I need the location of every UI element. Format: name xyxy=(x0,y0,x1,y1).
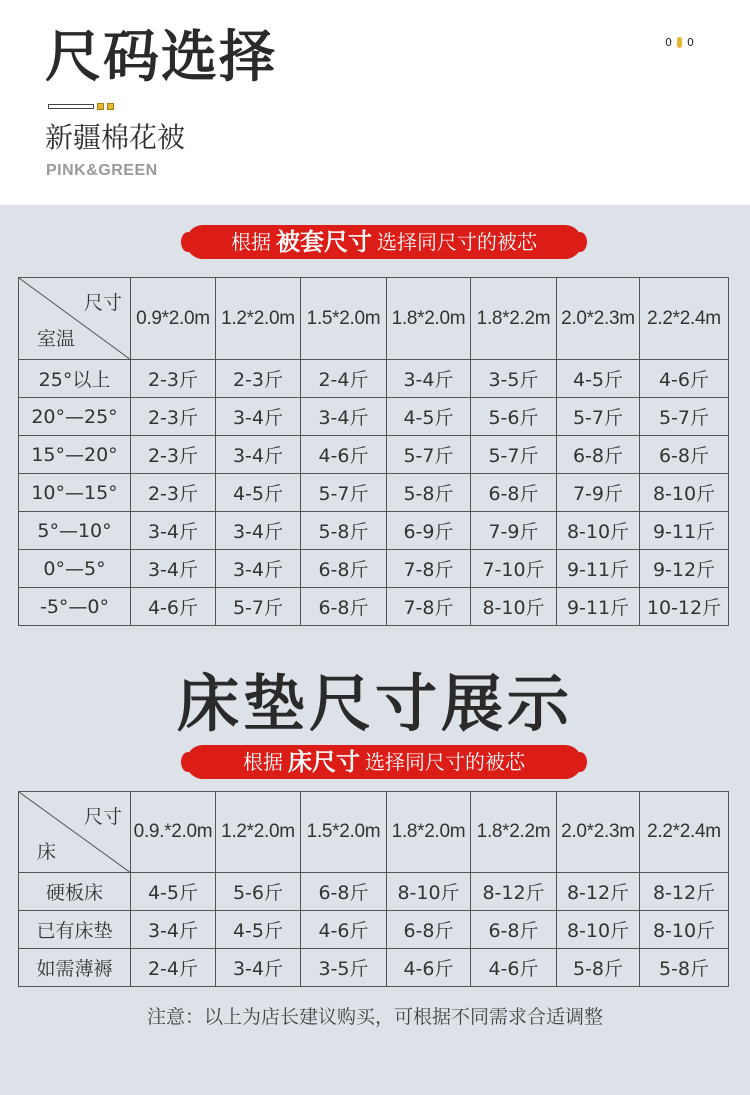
weight-cell: 6-8斤 xyxy=(471,911,557,949)
weight-cell: 2-3斤 xyxy=(131,398,216,436)
row-label: 25°以上 xyxy=(19,360,131,398)
weight-cell: 5-8斤 xyxy=(301,512,387,550)
carousel-indicator xyxy=(665,36,694,49)
table-row xyxy=(19,474,729,512)
weight-cell: 8-12斤 xyxy=(640,873,729,911)
weight-cell: 7-8斤 xyxy=(387,588,471,626)
size-header: 1.2*2.0m xyxy=(216,792,301,873)
indicator-left: 0 xyxy=(665,36,672,49)
row-label: 20°—25° xyxy=(19,398,131,436)
weight-cell: 9-11斤 xyxy=(557,550,640,588)
weight-cell: 4-6斤 xyxy=(131,588,216,626)
size-header: 2.0*2.3m xyxy=(557,792,640,873)
weight-cell: 7-10斤 xyxy=(471,550,557,588)
table-row xyxy=(19,360,729,398)
weight-cell: 5-8斤 xyxy=(557,949,640,987)
table-header-row xyxy=(19,278,729,360)
weight-cell: 5-6斤 xyxy=(471,398,557,436)
weight-cell: 8-10斤 xyxy=(640,911,729,949)
weight-cell: 4-5斤 xyxy=(131,873,216,911)
weight-cell: 6-9斤 xyxy=(387,512,471,550)
weight-cell: 3-5斤 xyxy=(471,360,557,398)
weight-cell: 5-7斤 xyxy=(216,588,301,626)
bed-size-banner xyxy=(186,745,582,779)
size-header: 0.9*2.0m xyxy=(131,278,216,360)
weight-cell: 5-7斤 xyxy=(387,436,471,474)
table-row xyxy=(19,588,729,626)
row-label: 已有床垫 xyxy=(19,911,131,949)
weight-cell: 9-11斤 xyxy=(557,588,640,626)
size-header: 1.2*2.0m xyxy=(216,278,301,360)
weight-cell: 8-12斤 xyxy=(557,873,640,911)
weight-cell: 4-5斤 xyxy=(216,474,301,512)
weight-cell: 7-9斤 xyxy=(471,512,557,550)
size-header: 1.8*2.2m xyxy=(471,278,557,360)
weight-cell: 2-3斤 xyxy=(131,436,216,474)
size-header: 1.5*2.0m xyxy=(301,278,387,360)
weight-cell: 3-4斤 xyxy=(216,550,301,588)
weight-cell: 7-8斤 xyxy=(387,550,471,588)
size-header: 2.2*2.4m xyxy=(640,278,729,360)
weight-cell: 6-8斤 xyxy=(557,436,640,474)
deco-square-1 xyxy=(97,103,104,110)
weight-cell: 3-4斤 xyxy=(301,398,387,436)
weight-cell: 3-4斤 xyxy=(387,360,471,398)
weight-cell: 6-8斤 xyxy=(387,911,471,949)
weight-cell: 9-12斤 xyxy=(640,550,729,588)
deco-outline-bar xyxy=(48,104,94,109)
weight-cell: 4-6斤 xyxy=(301,911,387,949)
weight-cell: 8-10斤 xyxy=(471,588,557,626)
table-header-row xyxy=(19,792,729,873)
weight-cell: 3-4斤 xyxy=(216,398,301,436)
weight-cell: 8-10斤 xyxy=(640,474,729,512)
size-header: 1.8*2.2m xyxy=(471,792,557,873)
decorative-bar xyxy=(48,103,114,110)
weight-cell: 5-6斤 xyxy=(216,873,301,911)
weight-cell: 4-6斤 xyxy=(301,436,387,474)
weight-cell: 5-7斤 xyxy=(557,398,640,436)
weight-cell: 6-8斤 xyxy=(301,550,387,588)
table-row xyxy=(19,873,729,911)
corner-cell xyxy=(19,792,131,873)
corner-top-label: 尺寸 xyxy=(83,292,122,314)
page-title: 尺码选择 xyxy=(45,25,277,90)
banner-pre: 根据 xyxy=(231,230,271,254)
indicator-active-dot xyxy=(677,37,682,48)
weight-cell: 2-3斤 xyxy=(131,474,216,512)
size-header: 2.2*2.4m xyxy=(640,792,729,873)
weight-cell: 4-5斤 xyxy=(387,398,471,436)
weight-cell: 5-7斤 xyxy=(471,436,557,474)
row-label: 0°—5° xyxy=(19,550,131,588)
banner-pre: 根据 xyxy=(243,750,283,774)
weight-cell: 6-8斤 xyxy=(301,588,387,626)
weight-cell: 8-12斤 xyxy=(471,873,557,911)
weight-cell: 2-3斤 xyxy=(131,360,216,398)
weight-cell: 3-5斤 xyxy=(301,949,387,987)
weight-cell: 3-4斤 xyxy=(131,911,216,949)
advice-note: 注意：以上为店长建议购买，可根据不同需求合适调整 xyxy=(146,1006,603,1028)
table-row xyxy=(19,398,729,436)
table-row xyxy=(19,512,729,550)
size-header: 1.8*2.0m xyxy=(387,278,471,360)
corner-bottom-label: 床 xyxy=(37,841,57,863)
weight-cell: 6-8斤 xyxy=(471,474,557,512)
row-label: -5°—0° xyxy=(19,588,131,626)
weight-cell: 4-6斤 xyxy=(640,360,729,398)
indicator-right: 0 xyxy=(687,36,694,49)
banner-highlight: 床尺寸 xyxy=(288,748,360,776)
weight-cell: 6-8斤 xyxy=(301,873,387,911)
section-title: 床垫尺寸展示 xyxy=(176,667,573,740)
weight-cell: 8-10斤 xyxy=(557,911,640,949)
weight-cell: 4-6斤 xyxy=(387,949,471,987)
table-row xyxy=(19,436,729,474)
row-label: 10°—15° xyxy=(19,474,131,512)
size-header: 1.5*2.0m xyxy=(301,792,387,873)
mattress-weight-table xyxy=(18,791,729,987)
banner-post: 选择同尺寸的被芯 xyxy=(377,230,537,254)
row-label: 5°—10° xyxy=(19,512,131,550)
banner-highlight: 被套尺寸 xyxy=(276,228,372,256)
weight-cell: 2-4斤 xyxy=(301,360,387,398)
product-subtitle: 新疆棉花被 xyxy=(45,121,186,154)
deco-square-2 xyxy=(107,103,114,110)
weight-cell: 10-12斤 xyxy=(640,588,729,626)
quilt-size-banner xyxy=(186,225,582,259)
corner-bottom-label: 室温 xyxy=(37,328,76,350)
weight-cell: 2-3斤 xyxy=(216,360,301,398)
page-header xyxy=(0,0,750,205)
weight-cell: 3-4斤 xyxy=(131,550,216,588)
table-row xyxy=(19,949,729,987)
weight-cell: 4-5斤 xyxy=(216,911,301,949)
weight-cell: 5-7斤 xyxy=(640,398,729,436)
weight-cell: 5-8斤 xyxy=(387,474,471,512)
brand-name: PINK&GREEN xyxy=(46,162,158,179)
corner-cell xyxy=(19,278,131,360)
weight-cell: 3-4斤 xyxy=(131,512,216,550)
size-header: 0.9.*2.0m xyxy=(131,792,216,873)
weight-cell: 4-5斤 xyxy=(557,360,640,398)
row-label: 如需薄褥 xyxy=(19,949,131,987)
weight-cell: 3-4斤 xyxy=(216,436,301,474)
table-row xyxy=(19,911,729,949)
banner-post: 选择同尺寸的被芯 xyxy=(365,750,525,774)
row-label: 15°—20° xyxy=(19,436,131,474)
weight-cell: 5-8斤 xyxy=(640,949,729,987)
weight-cell: 7-9斤 xyxy=(557,474,640,512)
weight-cell: 2-4斤 xyxy=(131,949,216,987)
weight-cell: 9-11斤 xyxy=(640,512,729,550)
size-header: 1.8*2.0m xyxy=(387,792,471,873)
weight-cell: 5-7斤 xyxy=(301,474,387,512)
weight-cell: 3-4斤 xyxy=(216,512,301,550)
corner-top-label: 尺寸 xyxy=(83,806,122,828)
row-label: 硬板床 xyxy=(19,873,131,911)
weight-cell: 8-10斤 xyxy=(557,512,640,550)
size-header: 2.0*2.3m xyxy=(557,278,640,360)
weight-cell: 8-10斤 xyxy=(387,873,471,911)
weight-cell: 6-8斤 xyxy=(640,436,729,474)
weight-cell: 3-4斤 xyxy=(216,949,301,987)
table-row xyxy=(19,550,729,588)
quilt-weight-table xyxy=(18,277,729,626)
weight-cell: 4-6斤 xyxy=(471,949,557,987)
